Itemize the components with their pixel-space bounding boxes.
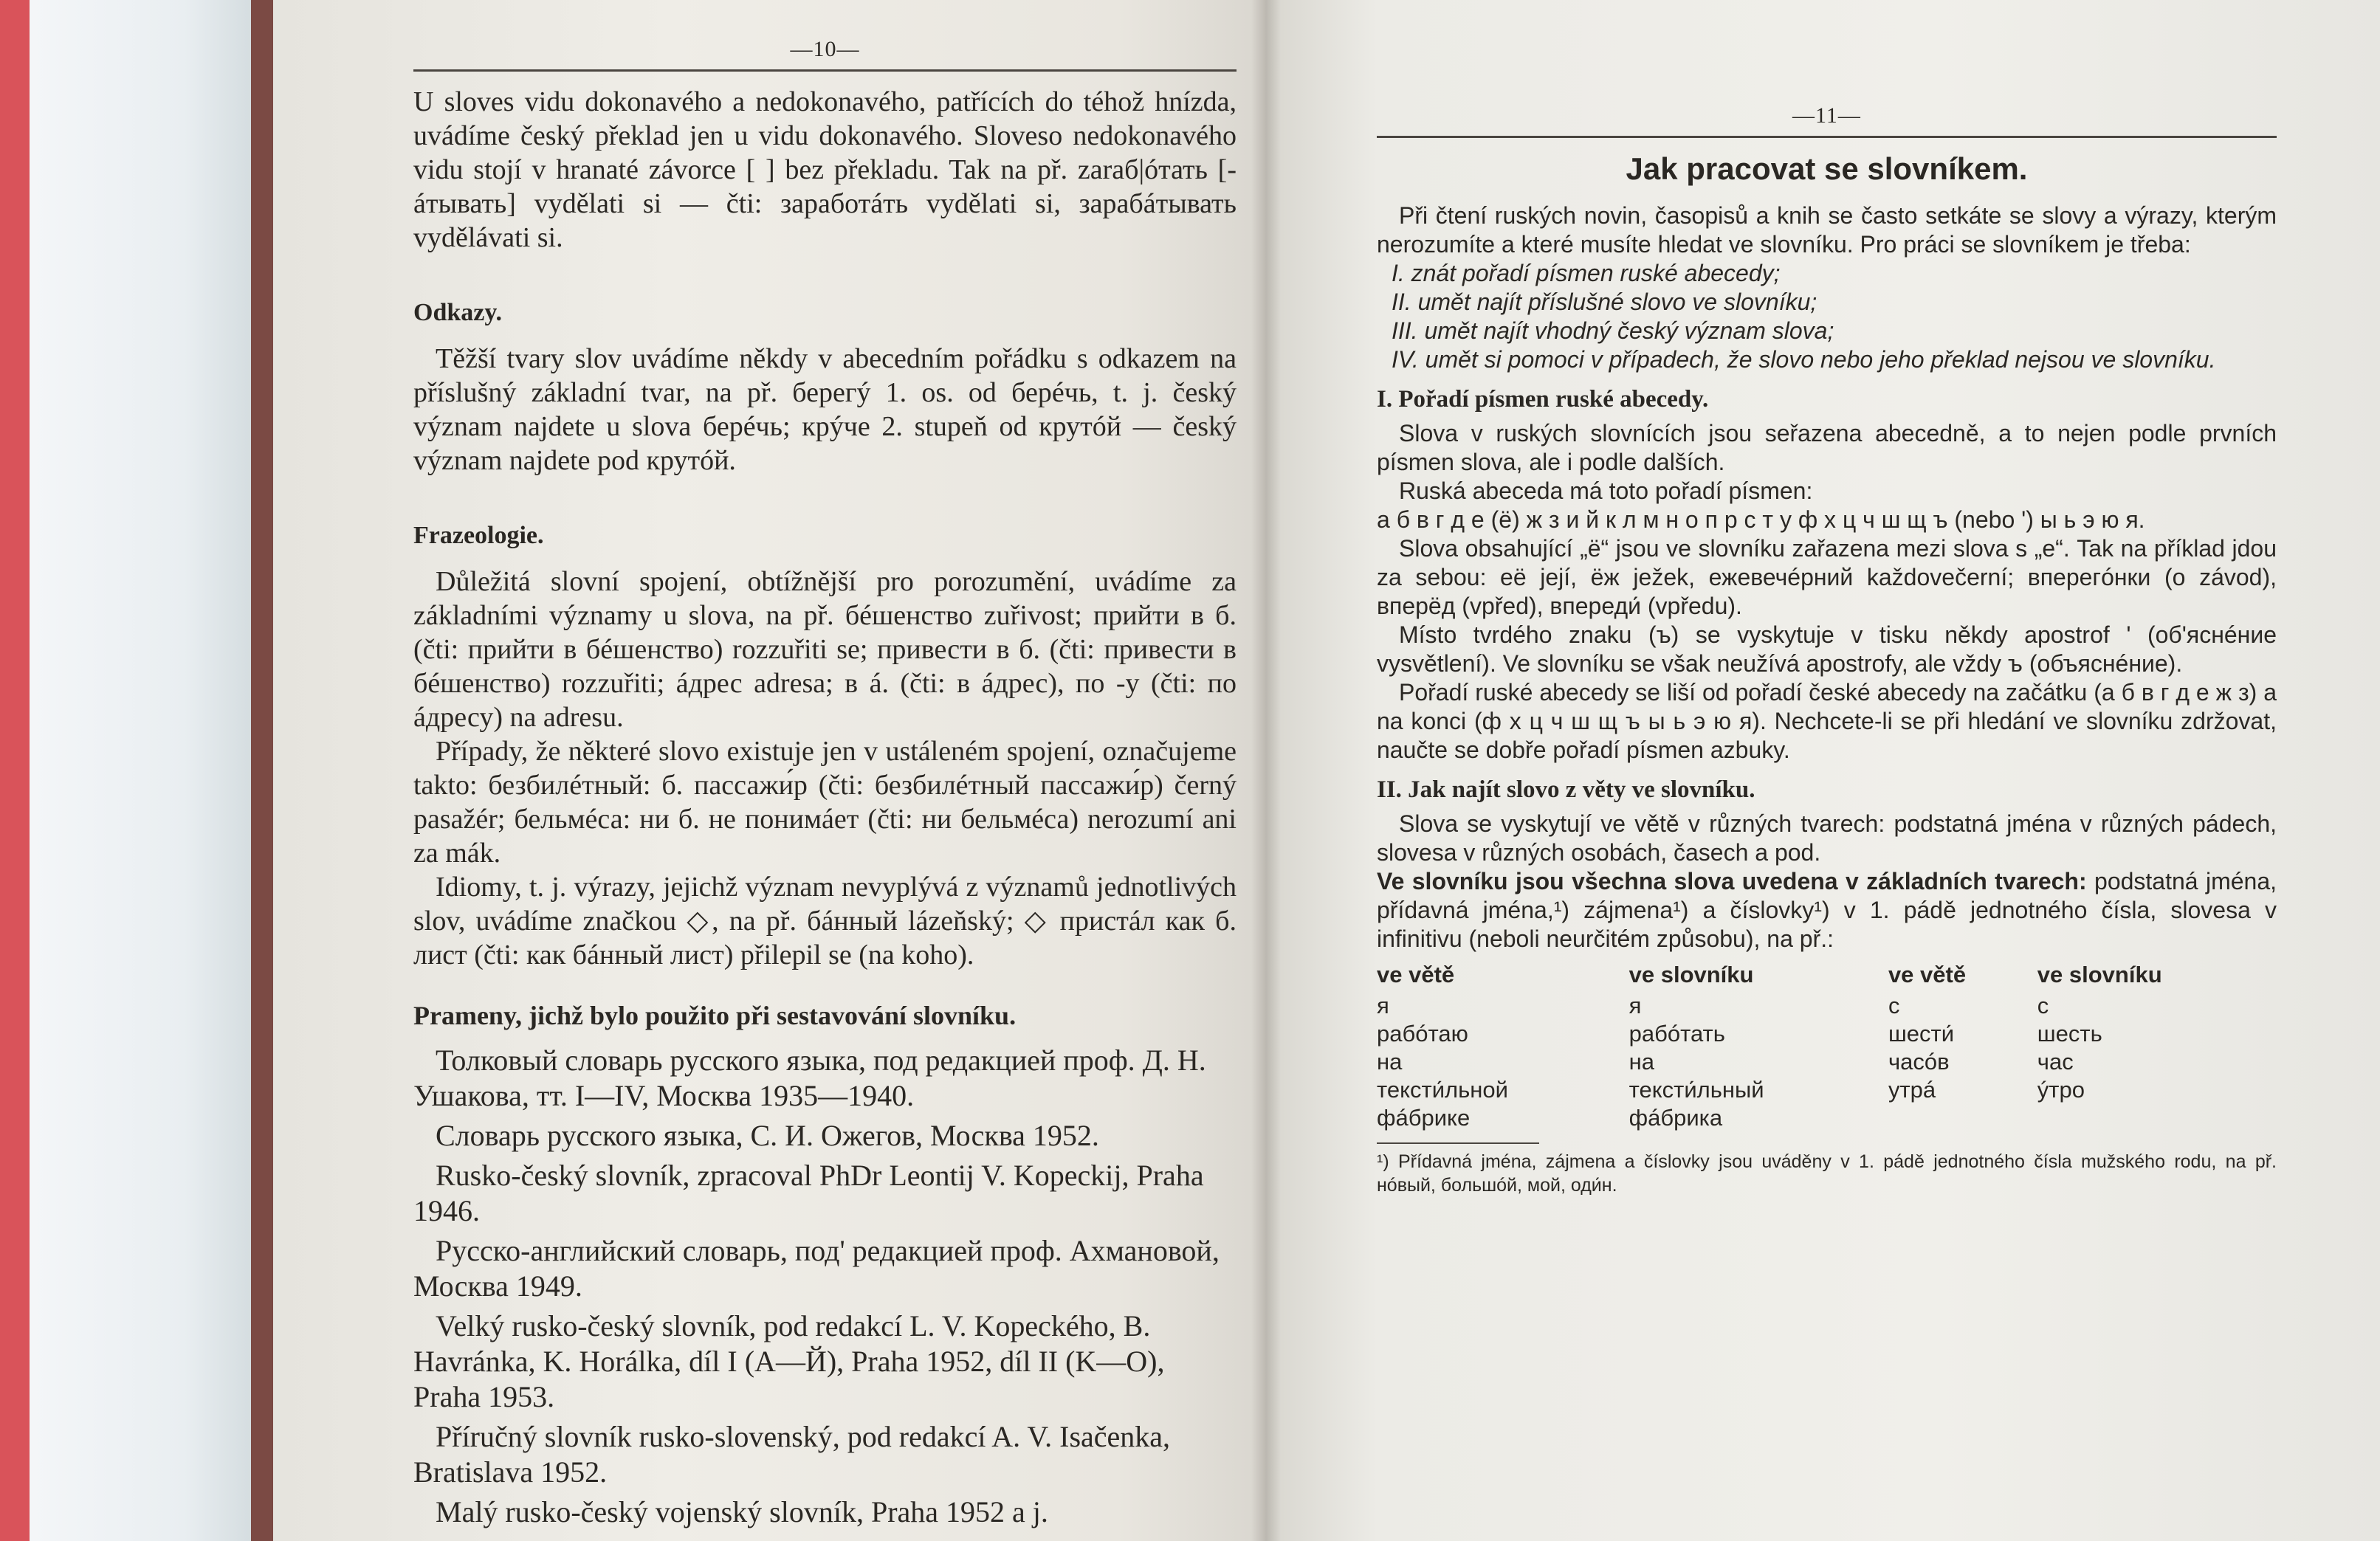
table-cell: рабóтаю	[1377, 1021, 1468, 1047]
right-intro-paragraph: Při čtení ruských novin, časopisů a knih se často setkáte se slovy a výrazy, kterým nerozumíte a které musíte hledat ve slovníku. Pro práci se slovníkem je třeba:	[1377, 202, 2277, 258]
right-page	[1266, 0, 2380, 1541]
table-cell: рабóтать	[1628, 1021, 1725, 1047]
section2-paragraph-2	[1377, 867, 2277, 954]
steps-list	[1392, 259, 2277, 374]
table-cell: утрá	[1888, 1077, 1936, 1103]
source-item: Русско-английский словарь, под' редакцией проф. Ахмановой, Москва 1949.	[413, 1234, 1220, 1303]
table-cell: тексти́льной	[1377, 1077, 1508, 1103]
section1-paragraph-5: Pořadí ruské abecedy se liší od pořadí české abecedy na začátku (а б в г д е ж з) a na konci (ф х ц ч ш щ ъ ы ь э ю я). Nechcete-li se při hledání ve slovníku zdržovat, naučte se dobře pořadí písmen azbuky.	[1377, 679, 2277, 763]
table-row	[1377, 1076, 2277, 1104]
step-item: IV. umět si pomoci v případech, že slovo nebo jeho překlad nejsou ve slovníku.	[1392, 346, 2216, 373]
table-cell: шесть	[2037, 1021, 2102, 1047]
frazeologie-paragraph-2: Případy, že některé slovo existuje jen v ustáleném spojení, označujeme takto: безбилéтный: б. пассажи́р (čti: безбилéтный пассажи́р) černý pasažér; бельмéса: ни б. не понимáет (čti: ни бельмéса) nerozumí ani za mák.	[413, 736, 1237, 869]
section2-paragraph-1: Slova se vyskytují ve větě v různých tvarech: podstatná jména v různých pádech, slovesa v různých osobách, časech a pod.	[1377, 810, 2277, 866]
odkazy-heading: Odkazy.	[413, 299, 502, 326]
table-cell: с	[1888, 993, 1900, 1018]
section2-rest: podstatná jména, přídavná jména,¹) zájmena¹) a číslovky¹) v 1. pádě jednotného čísla, slovesa v infinitivu (neboli neurčitém způsobu), na př.:	[1377, 868, 2277, 952]
table-row	[1377, 1020, 2277, 1048]
footnote-rule	[1377, 1142, 1539, 1144]
source-item: Velký rusko-český slovník, pod redakcí L. V. Kopeckého, B. Havránka, K. Horálka, díl I (A—Й), Praha 1952, díl II (K—O), Praha 1953.	[413, 1309, 1165, 1413]
table-cell: на	[1377, 1049, 1403, 1075]
odkazy-paragraph: Těžší tvary slov uvádíme někdy v abecedním pořádku s odkazem na příslušný základní tvar, na př. берегý 1. os. od берéчь, t. j. český význam najdete u slova берéчь; крýче 2. stupeň od крутóй — český význam najdete pod крутóй.	[413, 343, 1237, 476]
table-cell: тексти́льный	[1628, 1077, 1764, 1103]
example-table	[1377, 958, 2277, 1132]
section2-bold-lead: Ve slovníku jsou všechna slova uvedena v základních tvarech:	[1377, 868, 2087, 894]
section2-heading: II. Jak najít slovo z věty ve slovníku.	[1377, 776, 1755, 803]
left-page	[273, 0, 1266, 1541]
table-cell	[1888, 1104, 2037, 1132]
right-header-rule	[1377, 136, 2277, 138]
right-page-number: —11—	[1792, 103, 1861, 128]
source-item: Толковый словарь русского языка, под редакцией проф. Д. Н. Ушакова, тт. I—IV, Москва 1935—1940.	[413, 1044, 1206, 1112]
section1-heading: I. Pořadí písmen ruské abecedy.	[1377, 386, 1709, 413]
table-cell: на	[1628, 1049, 1654, 1075]
book-cover-inner	[30, 0, 251, 1541]
section1-paragraph-3: Slova obsahující „ё“ jsou ve slovníku zařazena mezi slova s „е“. Tak na příklad jdou za sebou: её její, ёж ježek, ежевечéрний každovečerní; вперегóнки (o závod), вперёд (vpřed), впереди́ (vpředu).	[1377, 535, 2277, 619]
section1-paragraph-2: Ruská abeceda má toto pořadí písmen:	[1399, 478, 1813, 504]
column-header: ve slovníku	[2037, 962, 2162, 987]
frazeologie-paragraph-3: Idiomy, t. j. výrazy, jejichž význam nevyplývá z významů jednotlivých slov, uvádíme značkou ◇, na př. бáнный lázeňský; ◇ пристáл как б. лист (čti: как бáнный лист) přilepil se (na koho).	[413, 872, 1237, 971]
frazeologie-paragraph-1: Důležitá slovní spojení, obtížnější pro porozumění, uvádíme za základními významy u slova, na př. бéшенство zuřivost; прийти в б. (čti: прийти в бéшенство) rozzuřiti se; привести в б. (čti: привести в бéшенство) rozzuřiti; áдрес adresa; в á. (čti: в áдрес), по -у (čti: по áдресу) na adresu.	[413, 566, 1237, 733]
table-cell: я	[1628, 993, 1642, 1018]
table-row	[1377, 1048, 2277, 1076]
column-header: ve slovníku	[1628, 962, 1754, 987]
table-cell: я	[1377, 993, 1389, 1018]
frazeologie-heading: Frazeologie.	[413, 522, 544, 549]
step-item: III. umět najít vhodný český význam slova;	[1392, 317, 1834, 344]
source-item: Словарь русского языка, С. И. Ожегов, Москва 1952.	[436, 1119, 1099, 1152]
table-cell: с	[2037, 993, 2049, 1018]
alphabet-line: а б в г д е (ё) ж з и й к л м н о п р с т у ф х ц ч ш щ ъ (nebo ') ы ь э ю я.	[1377, 506, 2145, 533]
left-intro-paragraph: U sloves vidu dokonavého a nedokonavého, patřících do téhož hnízda, uvádíme český překlad jen u vidu dokonavého. Sloveso nedokonavého vidu stojí v hranaté závorce [ ] bez překladu. Tak na př. zarаб|óтать [-áтывать] vydělati si — čti: заработáть vydělati si, зарабáтывать vydělávati si.	[413, 86, 1237, 253]
source-item: Malý rusko-český vojenský slovník, Praha 1952 a j.	[436, 1495, 1048, 1528]
step-item: II. umět najít příslušné slovo ve slovníku;	[1392, 289, 1817, 315]
table-cell: фáбрике	[1377, 1105, 1471, 1131]
table-cell: шести́	[1888, 1021, 1955, 1047]
left-page-number: —10—	[790, 37, 860, 61]
table-cell: ýтро	[2037, 1077, 2085, 1103]
table-cell: часóв	[1888, 1049, 1950, 1075]
sources-heading: Prameny, jichž bylo použito při sestavování slovníku.	[413, 1001, 1017, 1030]
section1-paragraph-4: Místo tvrdého znaku (ъ) se vyskytuje v tisku někdy apostrof ' (об'яснéние vysvětlení). Ve slovníku se však neužívá apostrofy, ale vždy ъ (объяснéние).	[1377, 621, 2277, 677]
table-row	[1377, 1104, 2277, 1132]
column-header: ve větě	[1377, 962, 1455, 987]
table-cell: фáбрика	[1628, 1105, 1723, 1131]
step-item: I. znát pořadí písmen ruské abecedy;	[1392, 260, 1781, 286]
section1-paragraph-1: Slova v ruských slovnících jsou seřazena abecedně, a to nejen podle prvních písmen slova, ale i podle dalších.	[1377, 420, 2277, 475]
book-cover-edge	[0, 0, 30, 1541]
left-header-rule	[413, 69, 1237, 72]
book-gutter-shadow	[1251, 0, 1281, 1541]
table-cell: час	[2037, 1049, 2074, 1075]
source-item: Rusko-český slovník, zpracoval PhDr Leontij V. Kopeckij, Praha 1946.	[413, 1159, 1204, 1227]
column-header: ve větě	[1888, 962, 1967, 987]
footnote: ¹) Přídavná jména, zájmena a číslovky jsou uváděny v 1. pádě jednotného čísla mužského rodu, na př. нóвый, большóй, мой, оди́н.	[1377, 1151, 2277, 1196]
page-title: Jak pracovat se slovníkem.	[1626, 151, 2028, 186]
example-table-header	[1377, 958, 2277, 992]
table-cell	[2037, 1104, 2277, 1132]
source-item: Příručný slovník rusko-slovenský, pod redakcí A. V. Isačenka, Bratislava 1952.	[413, 1420, 1171, 1489]
table-row	[1377, 992, 2277, 1020]
